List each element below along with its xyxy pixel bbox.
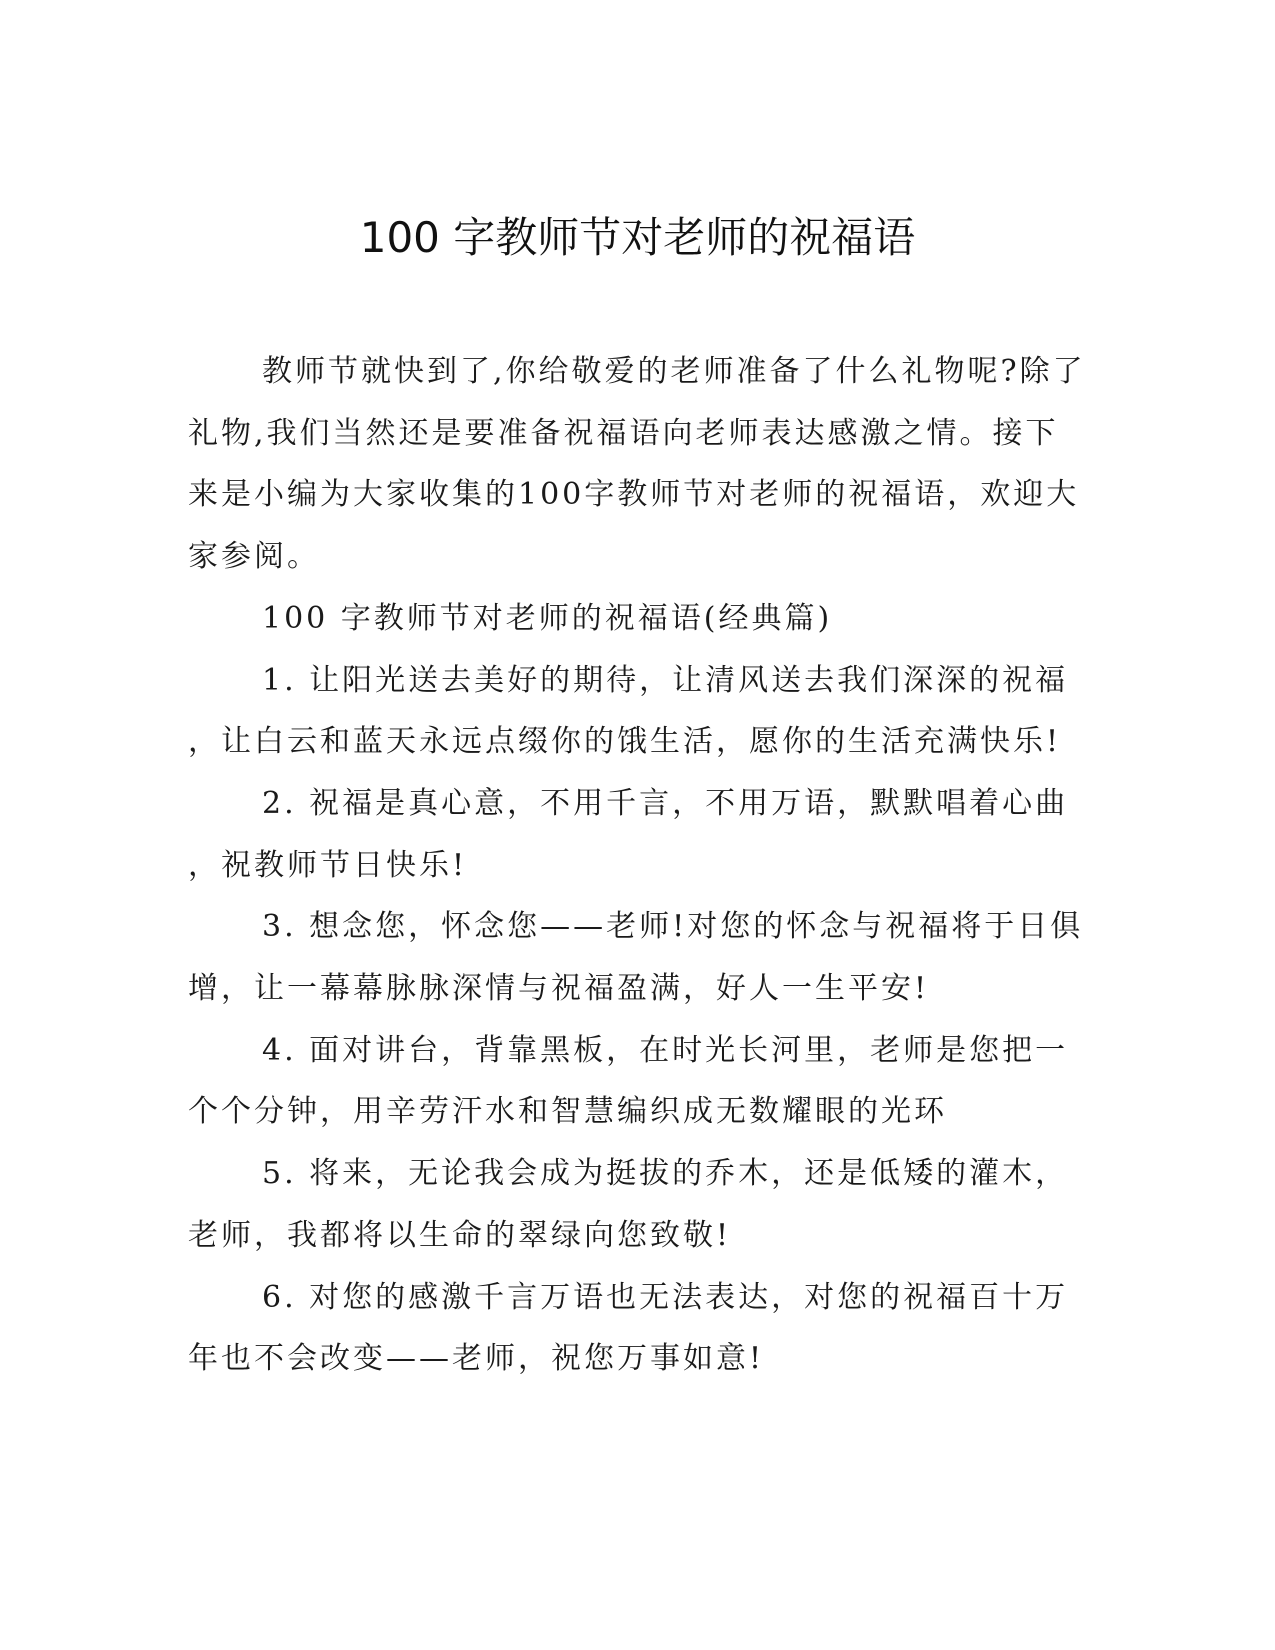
intro-line: 教师节就快到了,你给敬爱的老师准备了什么礼物呢?除了 <box>262 354 1086 389</box>
document-body <box>188 341 1088 1390</box>
intro-paragraph <box>188 341 1088 588</box>
intro-line: 礼物,我们当然还是要准备祝福语向老师表达感激之情。接下 <box>188 415 1059 451</box>
list-item-line: 年也不会改变——老师，祝您万事如意! <box>188 1341 765 1377</box>
list-item <box>188 1267 1088 1390</box>
intro-line: 来是小编为大家收集的100字教师节对老师的祝福语，欢迎大 <box>188 477 1080 513</box>
list-item <box>188 1020 1088 1143</box>
list-item-line: 1. 让阳光送去美好的期待，让清风送去我们深深的祝福 <box>262 662 1069 698</box>
list-item-line: 老师，我都将以生命的翠绿向您致敬! <box>188 1217 732 1253</box>
list-item-line: 6. 对您的感激千言万语也无法表达，对您的祝福百十万 <box>262 1279 1069 1315</box>
list-item <box>188 896 1088 1019</box>
list-item <box>188 773 1088 896</box>
list-item-line: 3. 想念您，怀念您——老师!对您的怀念与祝福将于日俱 <box>262 909 1084 945</box>
page-title: 100 字教师节对老师的祝福语 <box>359 213 916 262</box>
list-item <box>188 650 1088 773</box>
list-item-line: ，祝教师节日快乐! <box>188 847 468 883</box>
list-item-line: ，让白云和蓝天永远点缀你的饿生活，愿你的生活充满快乐! <box>188 724 1062 760</box>
list-item <box>188 1143 1088 1266</box>
list-item-line: 4. 面对讲台，背靠黑板，在时光长河里，老师是您把一 <box>262 1032 1069 1068</box>
list-item-line: 增，让一幕幕脉脉深情与祝福盈满，好人一生平安! <box>188 971 930 1007</box>
list-item-line: 2. 祝福是真心意，不用千言，不用万语，默默唱着心曲 <box>262 785 1069 821</box>
section-heading <box>188 588 1088 650</box>
section-heading-text: 100 字教师节对老师的祝福语(经典篇) <box>262 600 833 636</box>
list-item-line: 5. 将来，无论我会成为挺拔的乔木，还是低矮的灌木， <box>262 1156 1069 1192</box>
list-item-line: 个个分钟，用辛劳汗水和智慧编织成无数耀眼的光环 <box>188 1094 947 1130</box>
intro-line: 家参阅。 <box>188 539 320 575</box>
